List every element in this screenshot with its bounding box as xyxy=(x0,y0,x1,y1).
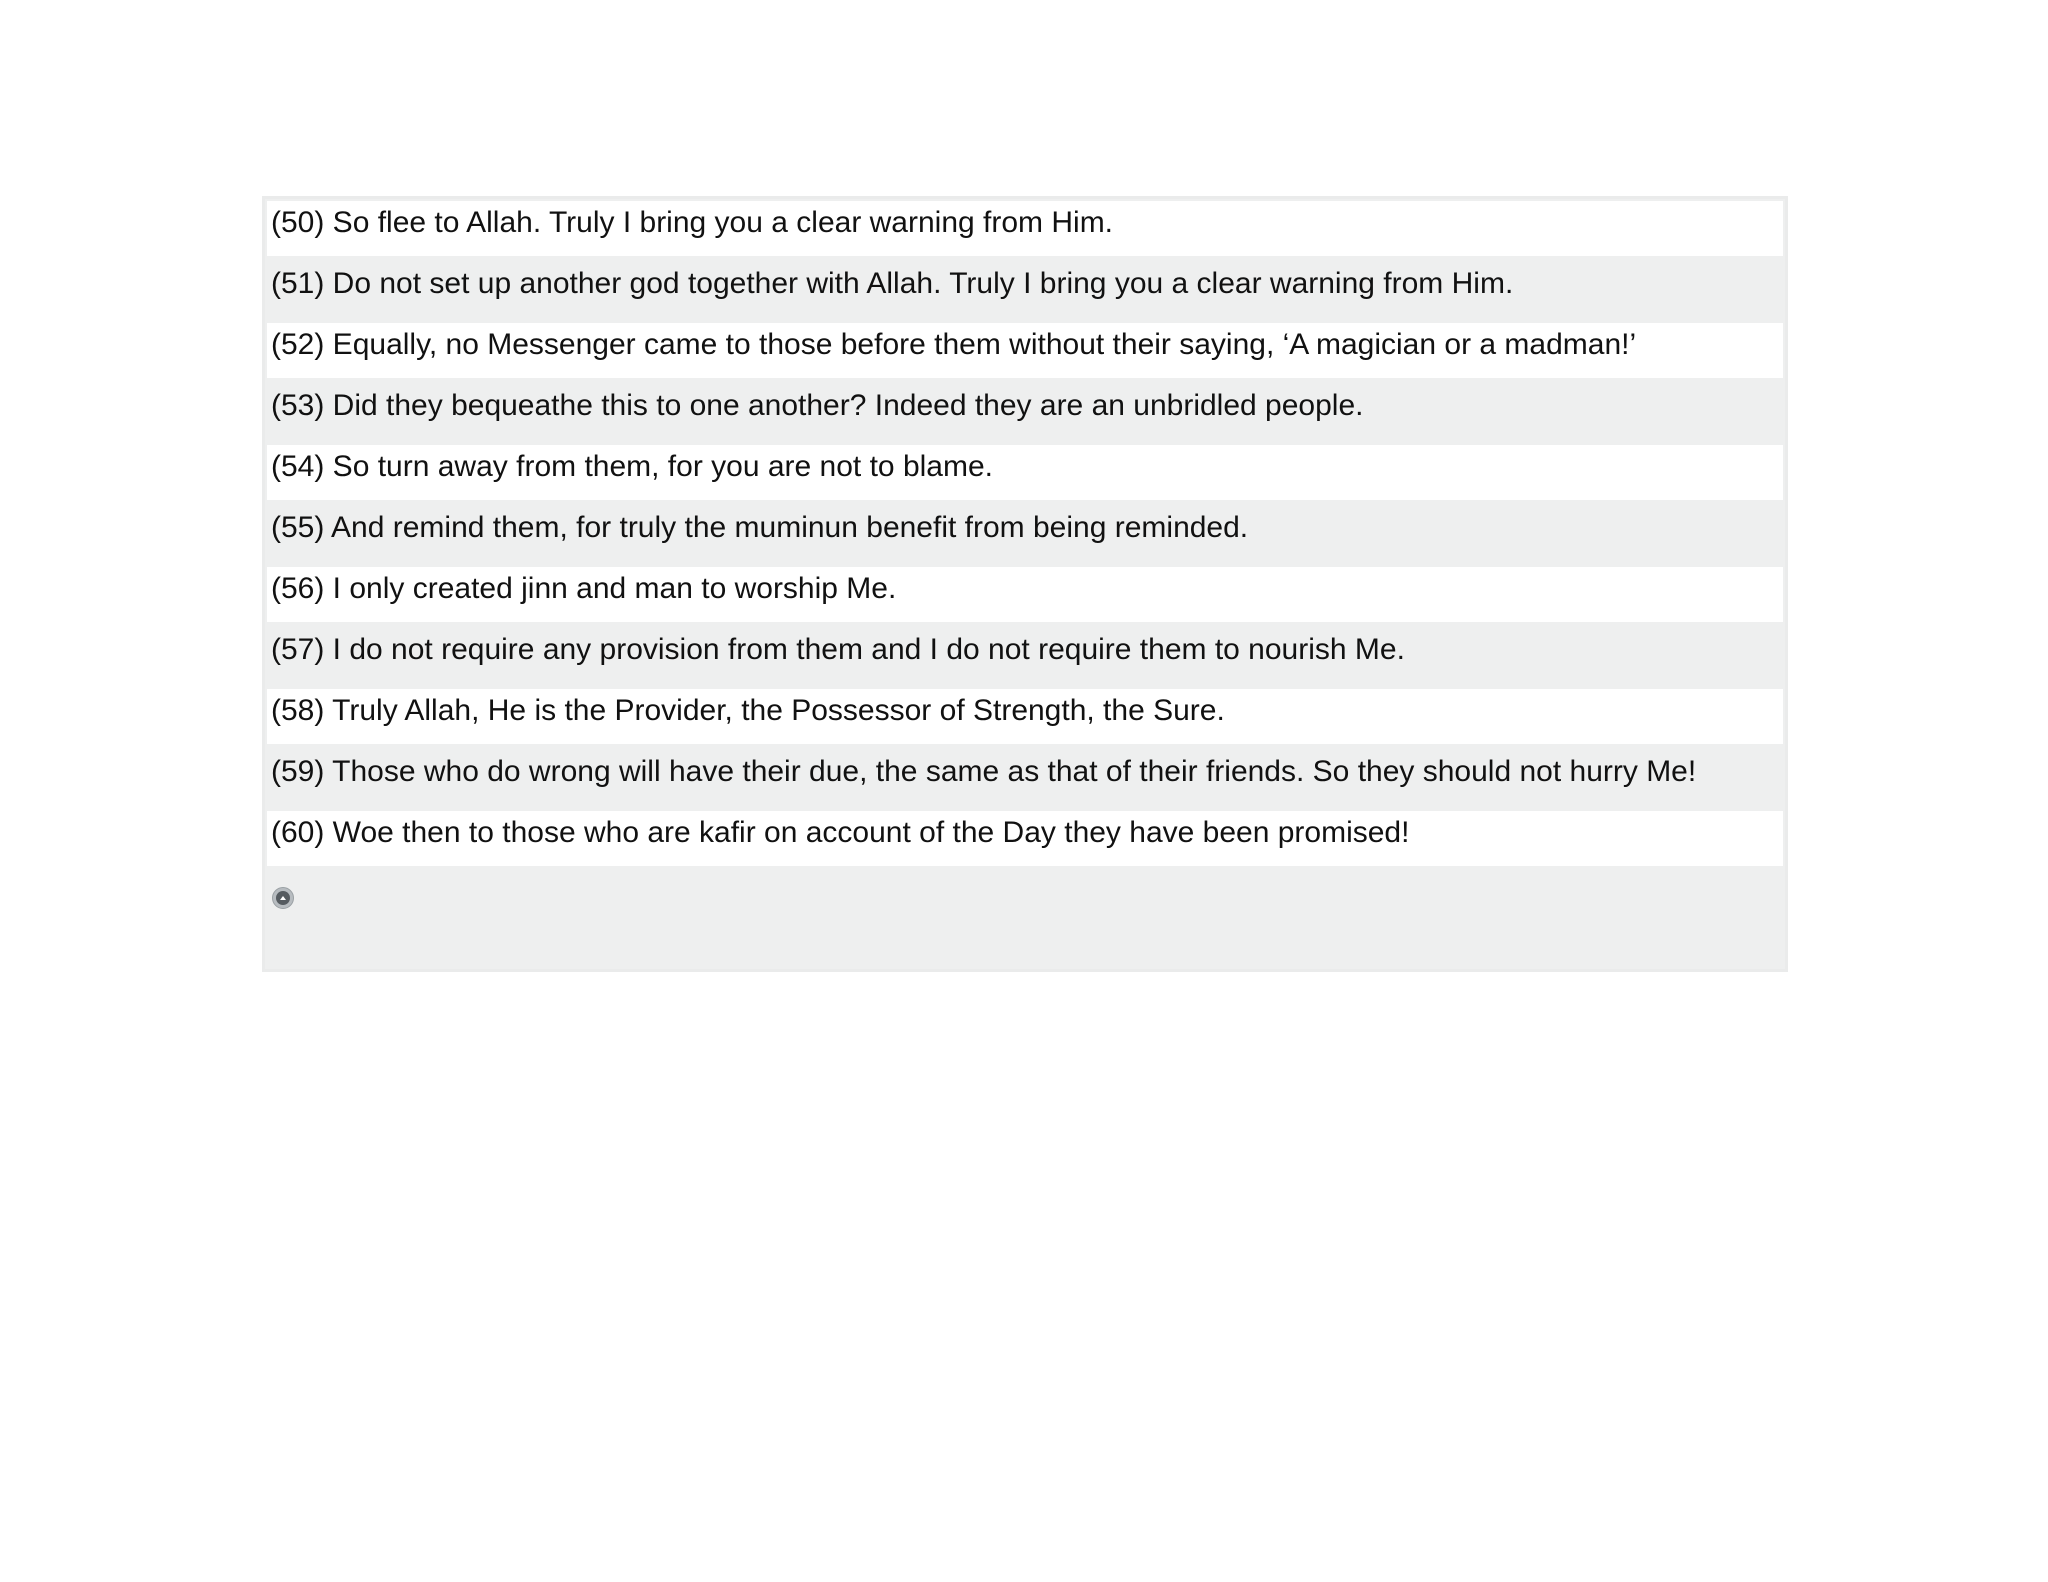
verse-row: (52) Equally, no Messenger came to those before them without their saying, ‘A magician or a madman!’ xyxy=(267,323,1783,378)
verse-row: (59) Those who do wrong will have their due, the same as that of their friends. So they should not hurry Me! xyxy=(267,750,1783,805)
verse-row: (58) Truly Allah, He is the Provider, the Possessor of Strength, the Sure. xyxy=(267,689,1783,744)
verse-row: (57) I do not require any provision from them and I do not require them to nourish Me. xyxy=(267,628,1783,683)
verse-row: (60) Woe then to those who are kafir on account of the Day they have been promised! xyxy=(267,811,1783,866)
scroll-to-top-button[interactable] xyxy=(272,887,294,909)
verse-row: (56) I only created jinn and man to worship Me. xyxy=(267,567,1783,622)
verse-row: (53) Did they bequeathe this to one another? Indeed they are an unbridled people. xyxy=(267,384,1783,439)
verse-row: (54) So turn away from them, for you are not to blame. xyxy=(267,445,1783,500)
chevron-up-icon xyxy=(276,891,290,905)
verse-row: (50) So flee to Allah. Truly I bring you a clear warning from Him. xyxy=(267,201,1783,256)
verse-row: (51) Do not set up another god together with Allah. Truly I bring you a clear warning from Him. xyxy=(267,262,1783,317)
verse-panel xyxy=(262,196,1788,972)
verse-row: (55) And remind them, for truly the muminun benefit from being reminded. xyxy=(267,506,1783,561)
verse-list xyxy=(267,201,1783,872)
